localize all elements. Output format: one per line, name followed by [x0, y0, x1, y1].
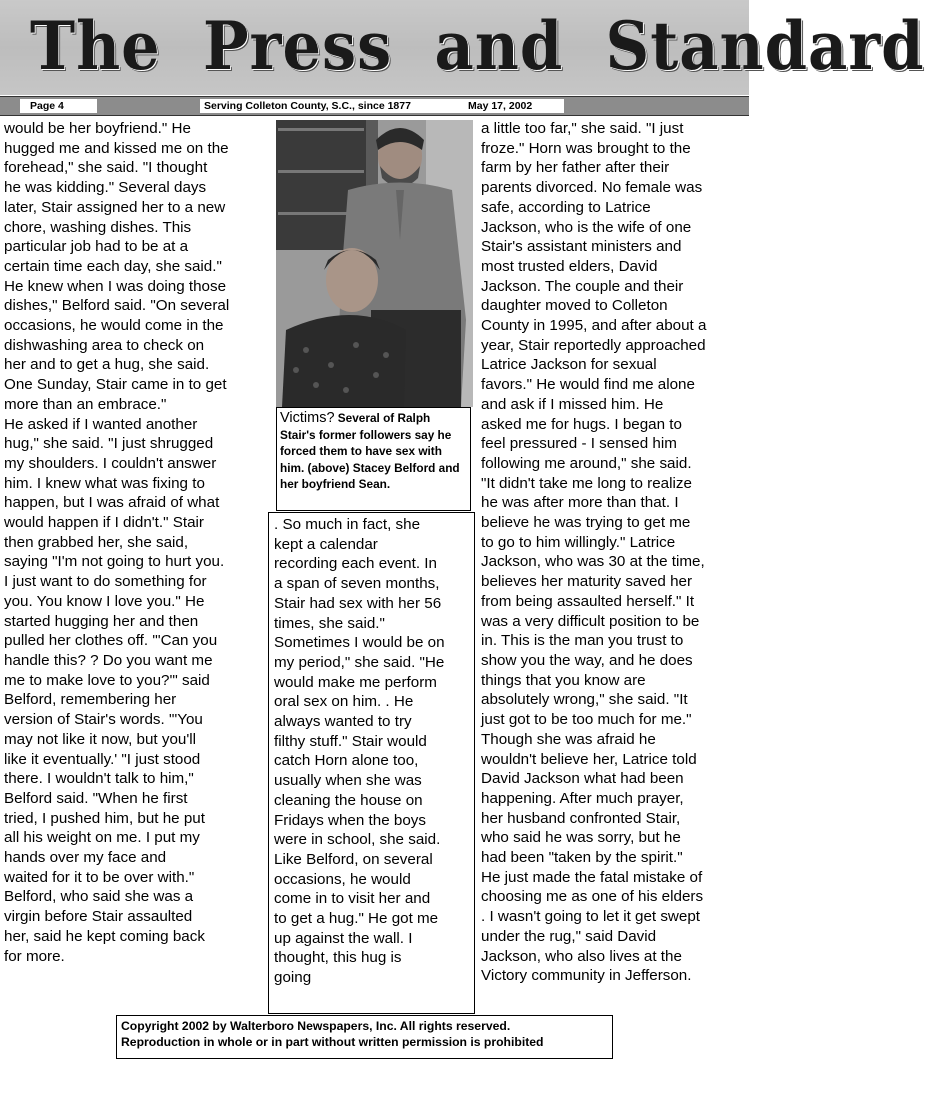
photo-caption	[276, 407, 471, 511]
page-number: Page 4	[20, 99, 97, 113]
photo-image	[276, 120, 473, 407]
article-photo	[276, 120, 473, 407]
copyright-notice: Copyright 2002 by Walterboro Newspapers, Inc. All rights reserved. Reproduction in whole or in part without written permission is prohibited	[116, 1015, 613, 1059]
info-bar	[0, 96, 749, 116]
issue-date: May 17, 2002	[468, 100, 533, 112]
serving-text: Serving Colleton County, S.C., since 1877	[204, 100, 411, 112]
article-column-right: a little too far," she said. "I just froze." Horn was brought to the farm by her father after their parents divorced. No female was safe, according to Latrice Jackson, who is the wife of one Stair's assistant ministers and most trusted elders, David Jackson. The couple and their daughter moved to Colleton County in 1995, and after about a year, Stair reportedly approached Latrice Jackson for sexual favors." He would find me alone and ask if I missed him. He asked me for hugs. I began to feel pressured - I sensed him following me around," she said. "It didn't take me long to realize he was after more than that. I believe he was trying to get me to go to him willingly." Latrice Jackson, who was 30 at the time, believes her maturity saved her from being assaulted herself." It was a very difficult position to be in. This is the man you trust to show you the way, and he does things that you know are absolutely wrong," she said. "It just got to be too much for me." Though she was afraid he wouldn't believe her, Latrice told David Jackson what had been happening. After much prayer, her husband confronted Stair, who said he was sorry, but he had been "taken by the spirit." He just made the fatal mistake of choosing me as one of his elders . I wasn't going to let it get swept under the rug," said David Jackson, who also lives at the Victory community in Jefferson.	[481, 120, 707, 985]
article-column-left: would be her boyfriend." He hugged me and kissed me on the forehead," she said. "I thought he was kidding." Several days later, Stair assigned her to a new chore, washing dishes. This particular job had to be at a certain time each day, she said." He knew when I was doing those dishes," Belford said. "On several occasions, he would come in the dishwashing area to check on her and to get a hug, she said. One Sunday, Stair came in to get more than an embrace." He asked if I wanted another hug," she said. "I just shrugged my shoulders. I couldn't answer him. I knew what was fixing to happen, but I was afraid of what would happen if I didn't." Stair then grabbed her, she said, saying "I'm not going to hurt you. I just want to do something for you. You know I love you." He started hugging her and then pulled her clothes off. "'Can you handle this? ? Do you want me me to make love to you?'" said Belford, remembering her version of Stair's words. "'You may not like it now, but you'll like it eventually.' "I just stood there. I wouldn't talk to him," Belford said. "When he first tried, I pushed him, but he put all his weight on me. I put my hands over my face and waited for it to be over with." Belford, who said she was a virgin before Stair assaulted her, said he kept coming back for more.	[4, 120, 230, 965]
newspaper-title: The Press and Standard	[29, 7, 925, 85]
caption-lead: Victims?	[280, 410, 335, 426]
article-column-middle: . So much in fact, she kept a calendar recording each event. In a span of seven months, Stair had sex with her 56 times, she said." Sometimes I would be on my period," she said. "He would make me perform oral sex on him. . He always wanted to try filthy stuff." Stair would catch Horn alone too, usually when she was cleaning the house on Fridays when the boys were in school, she said. Like Belford, on several occasions, he would come in to visit her and to get a hug." He got me up against the wall. I thought, this hug is going	[274, 516, 445, 987]
serving-banner	[200, 99, 564, 113]
caption-body: Several of Ralph Stair's former followers say he forced them to have sex with him. (above) Stacey Belford and her boyfriend Sean.	[280, 411, 460, 491]
masthead	[0, 0, 925, 95]
article-column-middle-box	[268, 512, 475, 1014]
